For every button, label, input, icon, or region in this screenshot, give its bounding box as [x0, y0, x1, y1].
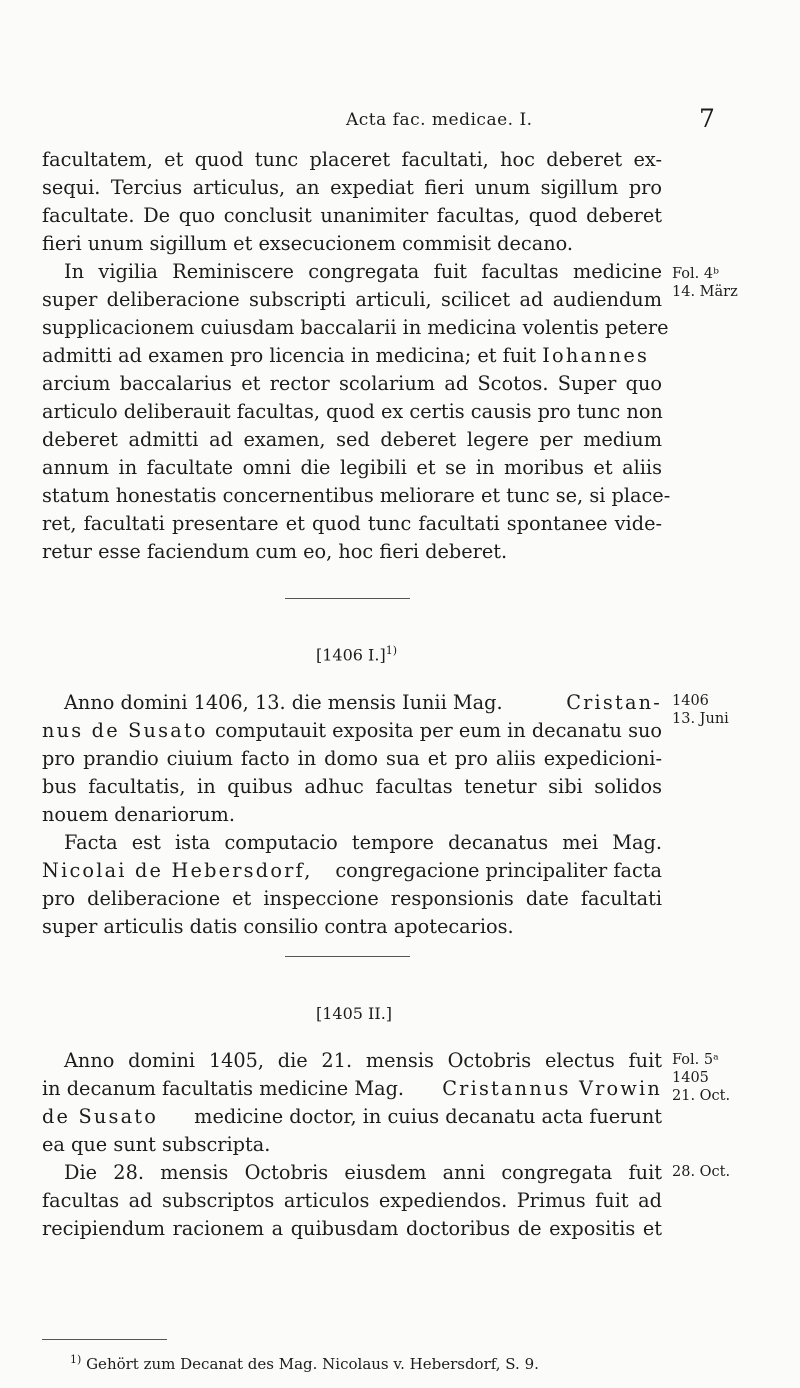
text-line: sequi. Tercius articulus, an expediat fieri unum sigillum pro	[42, 176, 662, 199]
text-line: retur esse faciendum cum eo, hoc fieri deberet.	[42, 540, 508, 563]
margin-year: 1405	[672, 1070, 709, 1086]
person-name: nus de Susato	[42, 719, 208, 742]
section-divider	[285, 956, 410, 957]
section-divider	[285, 598, 410, 599]
text-line: facultate. De quo conclusit unanimiter facultas, quod deberet	[42, 204, 662, 227]
person-name: Iohannes	[542, 344, 650, 367]
text-line: Die 28. mensis Octobris eiusdem anni congregata fuit	[64, 1161, 662, 1184]
margin-date: 28. Oct.	[672, 1164, 731, 1180]
text-line: facultas ad subscriptos articulos expediendos. Primus fuit ad	[42, 1189, 662, 1212]
text-line: annum in facultate omni die legibili et se in moribus et aliis	[42, 456, 662, 479]
margin-folio: Fol. 4ᵇ	[672, 266, 719, 282]
section-heading-1	[316, 644, 397, 664]
margin-note-4	[672, 1163, 730, 1181]
text-line: pro prandio ciuium facto in domo sua et pro aliis expedicioni-	[42, 747, 662, 770]
margin-date: 14. März	[672, 284, 738, 300]
page-number: 7	[699, 104, 715, 133]
text-line: facultatem, et quod tunc placeret facultati, hoc deberet ex-	[42, 148, 662, 171]
text-line	[42, 857, 662, 885]
heading-label: [1406 I.]	[316, 645, 386, 665]
text-line: fieri unum sigillum et exsecucionem commisit decano.	[42, 232, 574, 255]
margin-note-3	[672, 1051, 730, 1105]
footnote-divider	[42, 1339, 167, 1340]
text-line: In vigilia Reminiscere congregata fuit facultas medicine	[64, 260, 662, 283]
text-line: recipiendum racionem a quibusdam doctoribus de expositis et	[42, 1217, 662, 1240]
text-line	[42, 1103, 662, 1131]
section-heading-2	[316, 1004, 392, 1023]
margin-date: 13. Juni	[672, 711, 729, 727]
text-line: ret, facultati presentare et quod tunc facultati spontanee vide-	[42, 512, 662, 535]
text-line	[42, 342, 662, 370]
text-line: pro deliberacione et inspeccione responsionis date facultati	[42, 887, 662, 910]
footnote-text: Gehört zum Decanat des Mag. Nicolaus v. Hebersdorf, S. 9.	[86, 1355, 539, 1373]
text-line: super articulis datis consilio contra apotecarios.	[42, 915, 514, 938]
text-line: Anno domini 1405, die 21. mensis Octobris electus fuit	[64, 1049, 662, 1072]
text-segment: Anno domini 1406, 13. die mensis Iunii Mag.	[64, 691, 503, 714]
person-name: Nicolai de Hebersdorf,	[42, 859, 313, 882]
footnote-mark: 1)	[385, 644, 397, 657]
text-line	[42, 1075, 662, 1103]
text-line	[64, 689, 662, 717]
text-line: nouem denariorum.	[42, 803, 235, 826]
text-line: articulo deliberauit facultas, quod ex certis causis pro tunc non	[42, 400, 663, 423]
footnote-mark: 1)	[70, 1353, 82, 1366]
text-segment: admitti ad examen pro licencia in medicina; et fuit	[42, 344, 537, 367]
margin-folio: Fol. 5ᵃ	[672, 1052, 719, 1068]
place-name: de Susato	[42, 1105, 159, 1128]
text-segment: congregacione principaliter facta	[335, 859, 662, 882]
footnote	[70, 1353, 539, 1373]
text-segment: medicine doctor, in cuius decanatu acta fuerunt	[194, 1105, 662, 1128]
margin-note-2	[672, 692, 729, 728]
margin-year: 1406	[672, 693, 709, 709]
text-line: Facta est ista computacio tempore decanatus mei Mag.	[64, 831, 662, 854]
text-line: statum honestatis concernentibus meliorare et tunc se, si place-	[42, 484, 671, 507]
text-line	[42, 717, 662, 745]
text-segment: in decanum facultatis medicine Mag.	[42, 1077, 405, 1100]
text-segment: computauit exposita per eum in decanatu suo	[214, 719, 662, 742]
text-line: ea que sunt subscripta.	[42, 1133, 271, 1156]
margin-note-1	[672, 265, 738, 301]
text-line: deberet admitti ad examen, sed deberet legere per medium	[42, 428, 662, 451]
margin-date: 21. Oct.	[672, 1088, 731, 1104]
person-name: Cristan-	[566, 691, 662, 714]
text-line: bus facultatis, in quibus adhuc facultas tenetur sibi solidos	[42, 775, 662, 798]
text-line: super deliberacione subscripti articuli, scilicet ad audiendum	[42, 288, 662, 311]
person-name: Cristannus Vrowin	[442, 1077, 662, 1100]
text-line: arcium baccalarius et rector scolarium ad Scotos. Super quo	[42, 372, 662, 395]
heading-label: [1405 II.]	[316, 1004, 393, 1023]
running-title: Acta fac. medicae. I.	[346, 110, 533, 130]
text-line: supplicacionem cuiusdam baccalarii in medicina volentis petere	[42, 316, 669, 339]
